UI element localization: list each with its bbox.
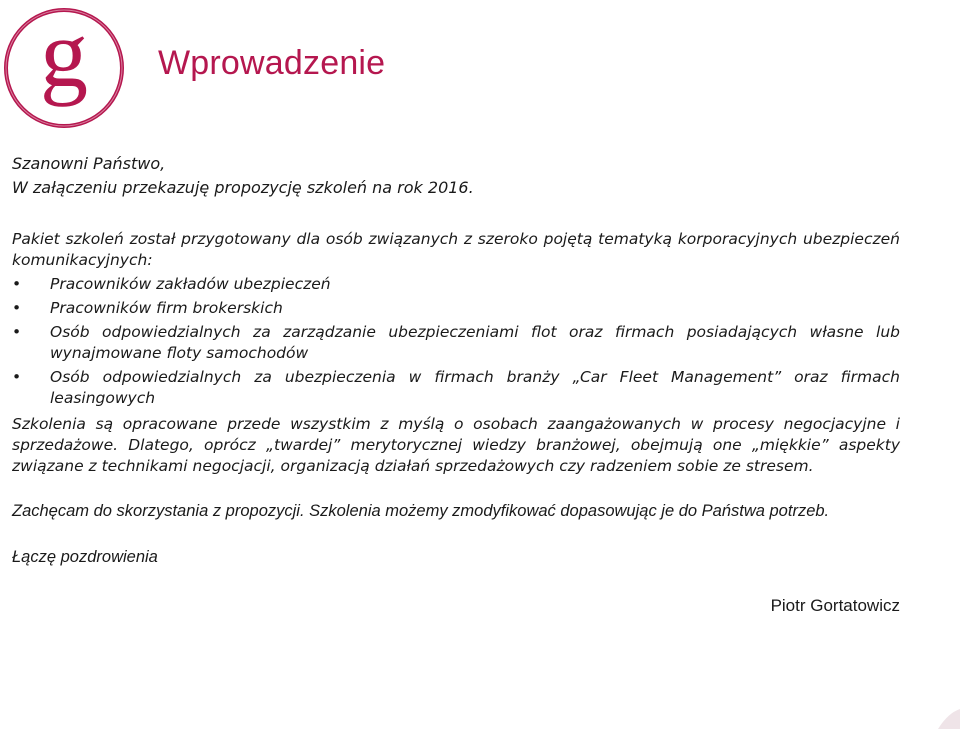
intro-line: W załączeniu przekazuję propozycję szkoleń na rok 2016. xyxy=(12,178,474,197)
intro xyxy=(12,152,902,200)
paragraph-encouragement: Zachęcam do skorzystania z propozycji. Szkolenia możemy zmodyfikować dopasowując je do Państwa potrzeb. xyxy=(12,502,830,520)
page-title: Wprowadzenie xyxy=(158,44,386,82)
list-item: • Osób odpowiedzialnych za ubezpieczenia w firmach branży „Car Fleet Management” oraz firmach leasingowych xyxy=(12,368,900,407)
bullet-icon: • xyxy=(12,299,22,317)
list-item: • Pracowników zakładów ubezpieczeń xyxy=(12,275,331,293)
list-item: • Pracowników firm brokerskich xyxy=(12,299,283,317)
paragraph-audience: Pakiet szkoleń został przygotowany dla osób związanych z szeroko pojętą tematyką korporacyjnych ubezpieczeń komunikacyjnych: xyxy=(12,230,900,269)
bullet-icon: • xyxy=(12,323,22,341)
corner-decoration xyxy=(920,699,960,729)
closing-line: Łączę pozdrowienia xyxy=(12,548,158,566)
paragraph-training: Szkolenia są opracowane przede wszystkim z myślą o osobach zaangażowanych w procesy negocjacyjne i sprzedażowe. Dlatego, oprócz „twardej” merytorycznej wiedzy branżowej, obejmują one „miękkie” aspekty związane z technikami negocjacji, organizacją działań sprzedażowych czy radzeniem sobie ze stresem. xyxy=(12,415,900,475)
bullet-icon: • xyxy=(12,368,22,386)
company-logo xyxy=(0,2,132,134)
logo-letter: g xyxy=(40,2,88,107)
bullet-icon: • xyxy=(12,275,22,293)
audience-list xyxy=(12,274,900,409)
list-item: • Osób odpowiedzialnych za zarządzanie ubezpieczeniami flot oraz firmach posiadających własne lub wynajmowane floty samochodów xyxy=(12,323,900,362)
signature: Piotr Gortatowicz xyxy=(770,596,900,615)
greeting: Szanowni Państwo, xyxy=(12,154,166,173)
